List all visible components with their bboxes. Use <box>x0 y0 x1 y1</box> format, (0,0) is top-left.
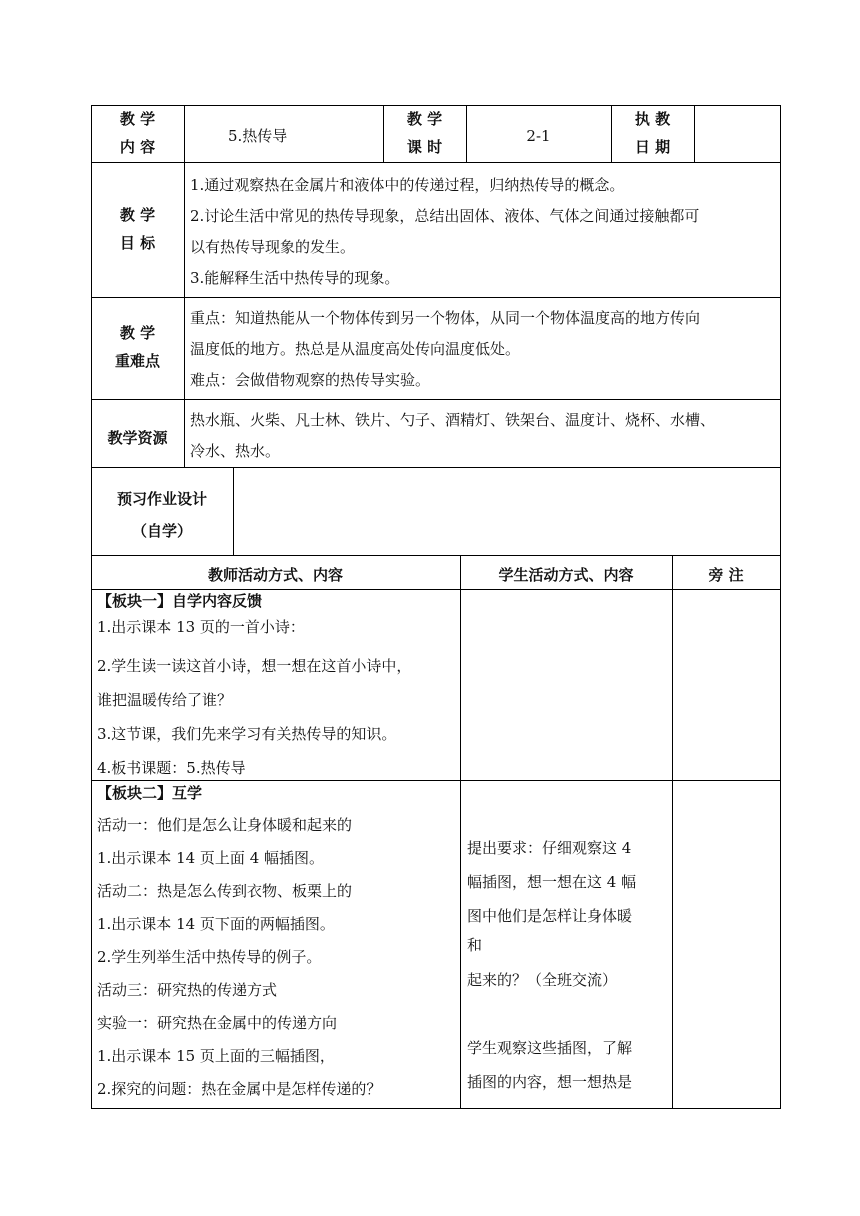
content-label-line1: 教 学 <box>119 110 156 128</box>
block2-line: 活动三：研究热的传递方式 <box>97 981 278 999</box>
grid-line <box>91 297 781 298</box>
grid-line <box>184 162 185 468</box>
date-label-line1: 执 教 <box>634 110 671 128</box>
block1-line: 谁把温暖传给了谁？ <box>97 691 233 709</box>
block2-title: 【板块二】互学 <box>97 784 203 802</box>
keypoint-line: 重点：知道热能从一个物体传到另一个物体，从同一个物体温度高的地方传向 <box>190 309 701 327</box>
block2-line: 2.学生列举生活中热传导的例子。 <box>97 948 322 966</box>
goal-line: 以有热传导现象的发生。 <box>190 238 356 256</box>
grid-line <box>91 399 781 400</box>
keypoints-label-line1: 教 学 <box>119 324 156 342</box>
block2-line: 1.出示课本 14 页下面的两幅插图。 <box>97 915 335 933</box>
grid-line <box>91 105 781 106</box>
grid-line <box>233 467 234 556</box>
block1-line: 3.这节课，我们先来学习有关热传导的知识。 <box>97 725 397 743</box>
resource-line: 冷水、热水。 <box>190 442 281 460</box>
goals-content <box>190 170 699 294</box>
block2-line: 活动二：热是怎么传到衣物、板栗上的 <box>97 882 353 900</box>
notes-column-header: 旁 注 <box>708 566 744 584</box>
block2-student-line: 学生观察这些插图，了解 <box>467 1039 633 1057</box>
block2-student-line: 起来的？（全班交流） <box>467 971 618 989</box>
block1-line: 4.板书课题：5.热传导 <box>97 759 246 777</box>
block1-line: 2.学生读一读这首小诗，想一想在这首小诗中， <box>97 657 412 675</box>
block2-line: 2.探究的问题：热在金属中是怎样传递的？ <box>97 1080 382 1098</box>
period-label <box>383 109 466 157</box>
resources-content <box>190 405 715 467</box>
grid-line <box>91 555 781 556</box>
teacher-column-header: 教师活动方式、内容 <box>207 566 343 584</box>
block2-student-line: 插图的内容，想一想热是 <box>467 1073 633 1091</box>
keypoint-line: 温度低的地方。热总是从温度高处传向温度低处。 <box>190 340 521 358</box>
grid-line <box>184 105 185 163</box>
block2-student-line: 幅插图，想一想在这 4 幅 <box>467 873 637 891</box>
resource-line: 热水瓶、火柴、凡士林、铁片、勺子、酒精灯、铁架台、温度计、烧杯、水槽、 <box>190 411 716 429</box>
resources-label: 教学资源 <box>107 429 168 447</box>
block2-student-line <box>467 997 636 1031</box>
block2-line: 活动一：他们是怎么让身体暖和起来的 <box>97 816 353 834</box>
keypoints-label-line2: 重难点 <box>114 352 160 370</box>
date-label <box>611 109 694 157</box>
goal-line: 2.讨论生活中常见的热传导现象，总结出固体、液体、气体之间通过接触都可 <box>190 207 700 225</box>
content-label <box>91 109 184 157</box>
goals-label-line1: 教 学 <box>119 206 156 224</box>
student-column-header: 学生活动方式、内容 <box>498 566 634 584</box>
grid-line <box>694 105 695 163</box>
period-label-line1: 教 学 <box>406 110 443 128</box>
block2-student-line: 提出要求：仔细观察这 4 <box>467 839 632 857</box>
goals-label <box>91 205 184 253</box>
grid-line <box>91 589 781 590</box>
period-label-line2: 课 时 <box>406 138 443 156</box>
grid-line <box>672 555 673 1109</box>
block2-line: 实验一：研究热在金属中的传递方向 <box>97 1014 338 1032</box>
content-value: 5.热传导 <box>228 127 288 145</box>
block1-line: 1.出示课本 13 页的一首小诗： <box>97 618 305 636</box>
keypoints-content <box>190 303 700 396</box>
grid-line <box>91 467 781 468</box>
grid-line <box>91 1108 781 1109</box>
content-label-line2: 内 容 <box>119 138 156 156</box>
grid-line <box>91 105 92 1109</box>
block2-student-line: 图中他们是怎样让身体暖 <box>467 907 633 925</box>
grid-line <box>460 555 461 1109</box>
preview-label-line2: （自学） <box>131 522 192 540</box>
preview-label <box>91 489 233 541</box>
block2-line: 1.出示课本 14 页上面 4 幅插图。 <box>97 849 325 867</box>
goal-line: 1.通过观察热在金属片和液体中的传递过程，归纳热传导的概念。 <box>190 176 625 194</box>
grid-line <box>780 105 781 1109</box>
grid-line <box>91 162 781 163</box>
goals-label-line2: 目 标 <box>119 234 156 252</box>
preview-label-line1: 预习作业设计 <box>116 490 207 508</box>
block2-student <box>467 831 636 1099</box>
goal-line: 3.能解释生活中热传导的现象。 <box>190 269 400 287</box>
date-label-line2: 日 期 <box>634 138 671 156</box>
period-value: 2-1 <box>526 127 551 145</box>
block2-line: 1.出示课本 15 页上面的三幅插图， <box>97 1047 335 1065</box>
block1-teacher <box>97 591 411 785</box>
block1-title: 【板块一】自学内容反馈 <box>97 592 263 610</box>
keypoints-label <box>91 323 184 371</box>
block2-teacher <box>97 783 381 1106</box>
block2-student-line: 和 <box>467 936 483 954</box>
keypoint-line: 难点：会做借物观察的热传导实验。 <box>190 371 431 389</box>
